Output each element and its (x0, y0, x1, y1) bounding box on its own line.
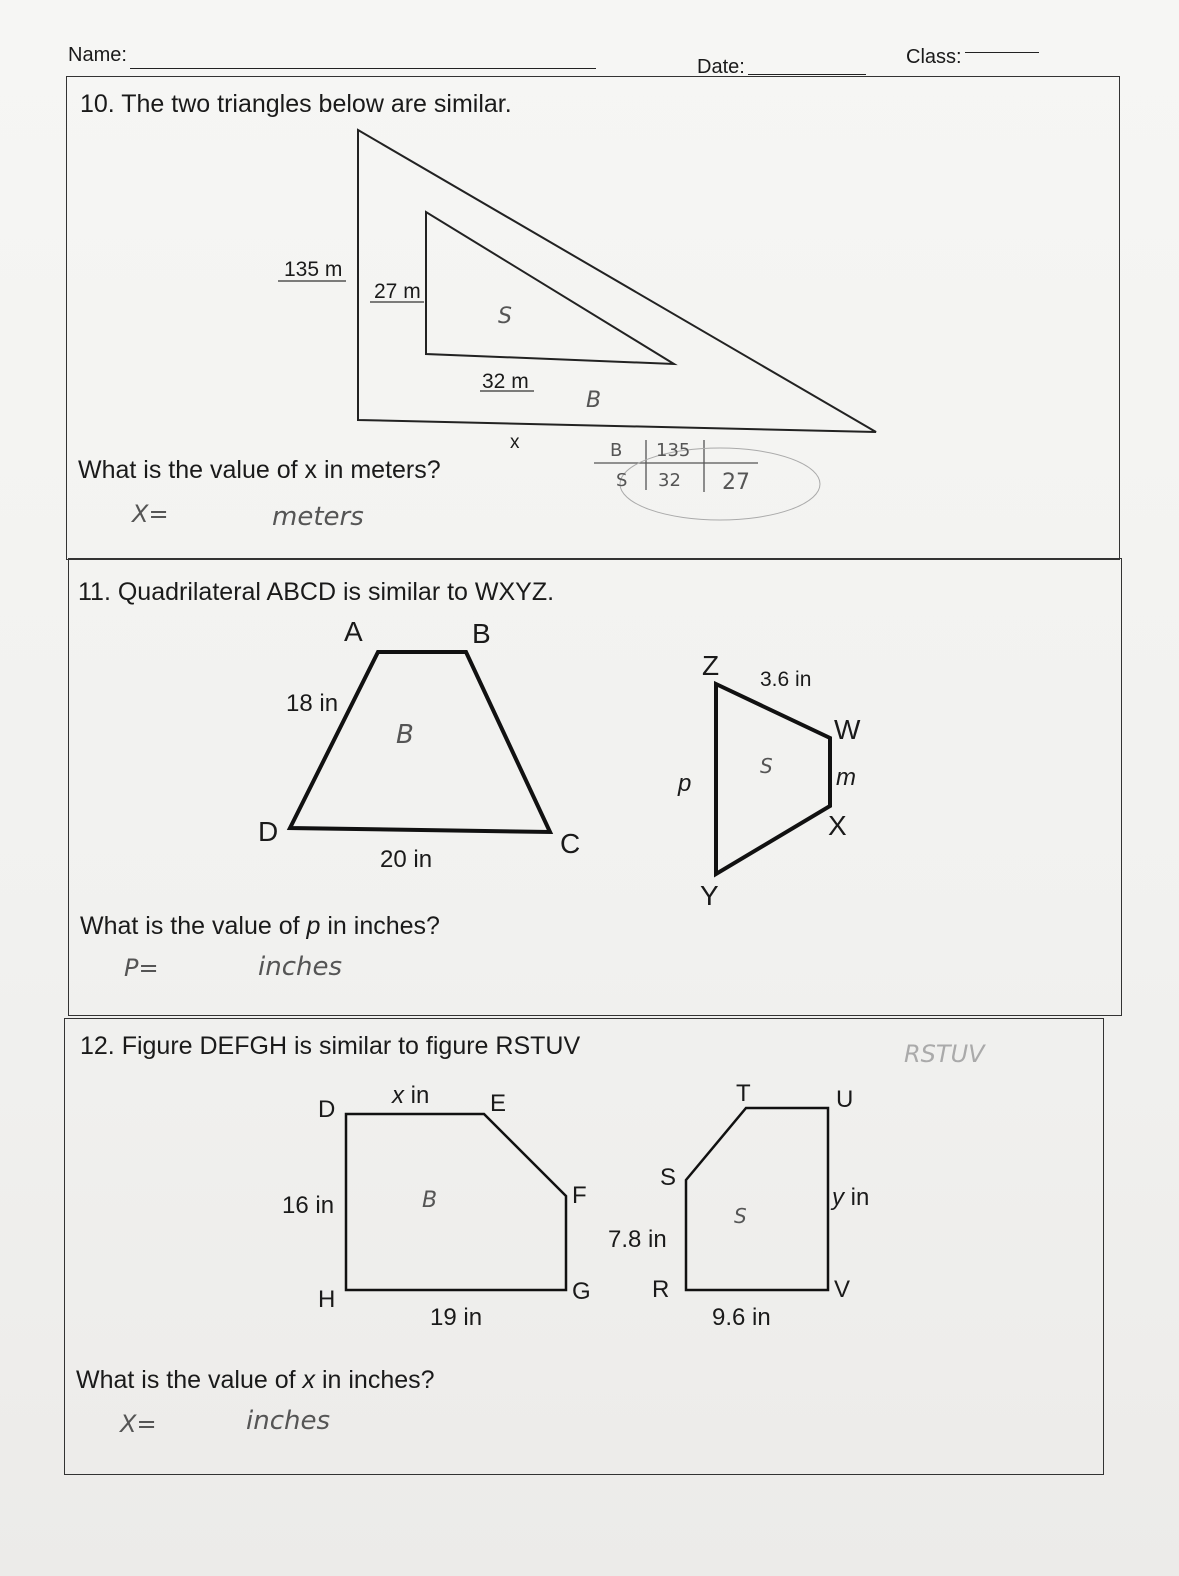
q12-label-19: 19 in (430, 1304, 483, 1331)
q10-box (66, 76, 1120, 560)
scratch-S: S (616, 470, 628, 491)
vertex-X: X (828, 810, 847, 841)
q11-label-18: 18 in (286, 690, 339, 717)
scratch-B: B (610, 440, 623, 461)
class-label: Class: (906, 46, 962, 68)
q12-answer-prefix: X= (120, 1410, 157, 1438)
q12-label-96: 9.6 in (712, 1304, 771, 1331)
vertex-R: R (652, 1276, 670, 1303)
q12-mark-small: S (734, 1204, 747, 1228)
vertex-H: H (318, 1286, 336, 1313)
q11-label-20: 20 in (380, 846, 433, 873)
q11-mark-small: S (760, 754, 773, 778)
q11-box (68, 558, 1122, 1016)
q11-prompt: What is the value of p in inches? (80, 912, 440, 940)
q11-answer-prefix: P= (124, 954, 159, 982)
vertex-T: T (736, 1080, 751, 1107)
q11-label-36: 3.6 in (760, 668, 812, 691)
q12-label-16: 16 in (282, 1192, 335, 1219)
vertex-F: F (572, 1182, 587, 1209)
vertex-W: W (834, 714, 861, 745)
class-line[interactable] (965, 52, 1039, 53)
scratch-135: 135 (656, 440, 691, 461)
q12-title: 12. Figure DEFGH is similar to figure RSTUV (80, 1032, 581, 1060)
q11-answer-unit: inches (258, 952, 343, 982)
q10-label-135: 135 m (284, 258, 343, 281)
vertex-C: C (560, 828, 581, 859)
q12-answer-unit: inches (246, 1406, 331, 1436)
q10-label-x: x (510, 432, 520, 453)
q10-label-32: 32 m (482, 370, 529, 393)
q10-mark-big: B (586, 388, 602, 413)
q12-label-y: y in (832, 1184, 870, 1211)
q12-scratch-top: RSTUV (904, 1040, 985, 1068)
q10-answer-unit: meters (272, 502, 364, 532)
vertex-D2: D (318, 1096, 336, 1123)
q10-mark-small: S (498, 304, 512, 329)
q11-mark-big: B (396, 720, 414, 750)
q10-title: 10. The two triangles below are similar. (80, 90, 512, 118)
q10-answer-prefix: X= (132, 500, 169, 528)
date-label: Date: (697, 56, 745, 78)
name-line[interactable] (130, 68, 596, 69)
vertex-E: E (490, 1090, 507, 1117)
name-label: Name: (68, 44, 127, 66)
q10-label-27: 27 m (374, 280, 421, 303)
q11-label-m: m (836, 764, 856, 791)
q12-prompt: What is the value of x in inches? (76, 1366, 435, 1394)
q12-label-x: x in (392, 1082, 430, 1109)
q11-title: 11. Quadrilateral ABCD is similar to WXYZ. (78, 578, 555, 606)
scratch-32: 32 (658, 470, 681, 491)
q12-mark-big: B (422, 1188, 438, 1213)
vertex-B: B (472, 618, 491, 649)
vertex-U: U (836, 1086, 854, 1113)
vertex-G: G (572, 1278, 591, 1305)
q12-box (64, 1018, 1104, 1475)
q11-label-p: p (678, 770, 692, 797)
q10-prompt: What is the value of x in meters? (78, 456, 441, 484)
vertex-V: V (834, 1276, 851, 1303)
vertex-D: D (258, 816, 279, 847)
vertex-Z: Z (702, 650, 720, 681)
date-line[interactable] (748, 74, 866, 75)
vertex-A: A (344, 616, 363, 647)
vertex-Y: Y (700, 880, 719, 911)
scratch-27: 27 (722, 470, 750, 495)
q12-label-78: 7.8 in (608, 1226, 667, 1253)
vertex-S: S (660, 1164, 677, 1191)
